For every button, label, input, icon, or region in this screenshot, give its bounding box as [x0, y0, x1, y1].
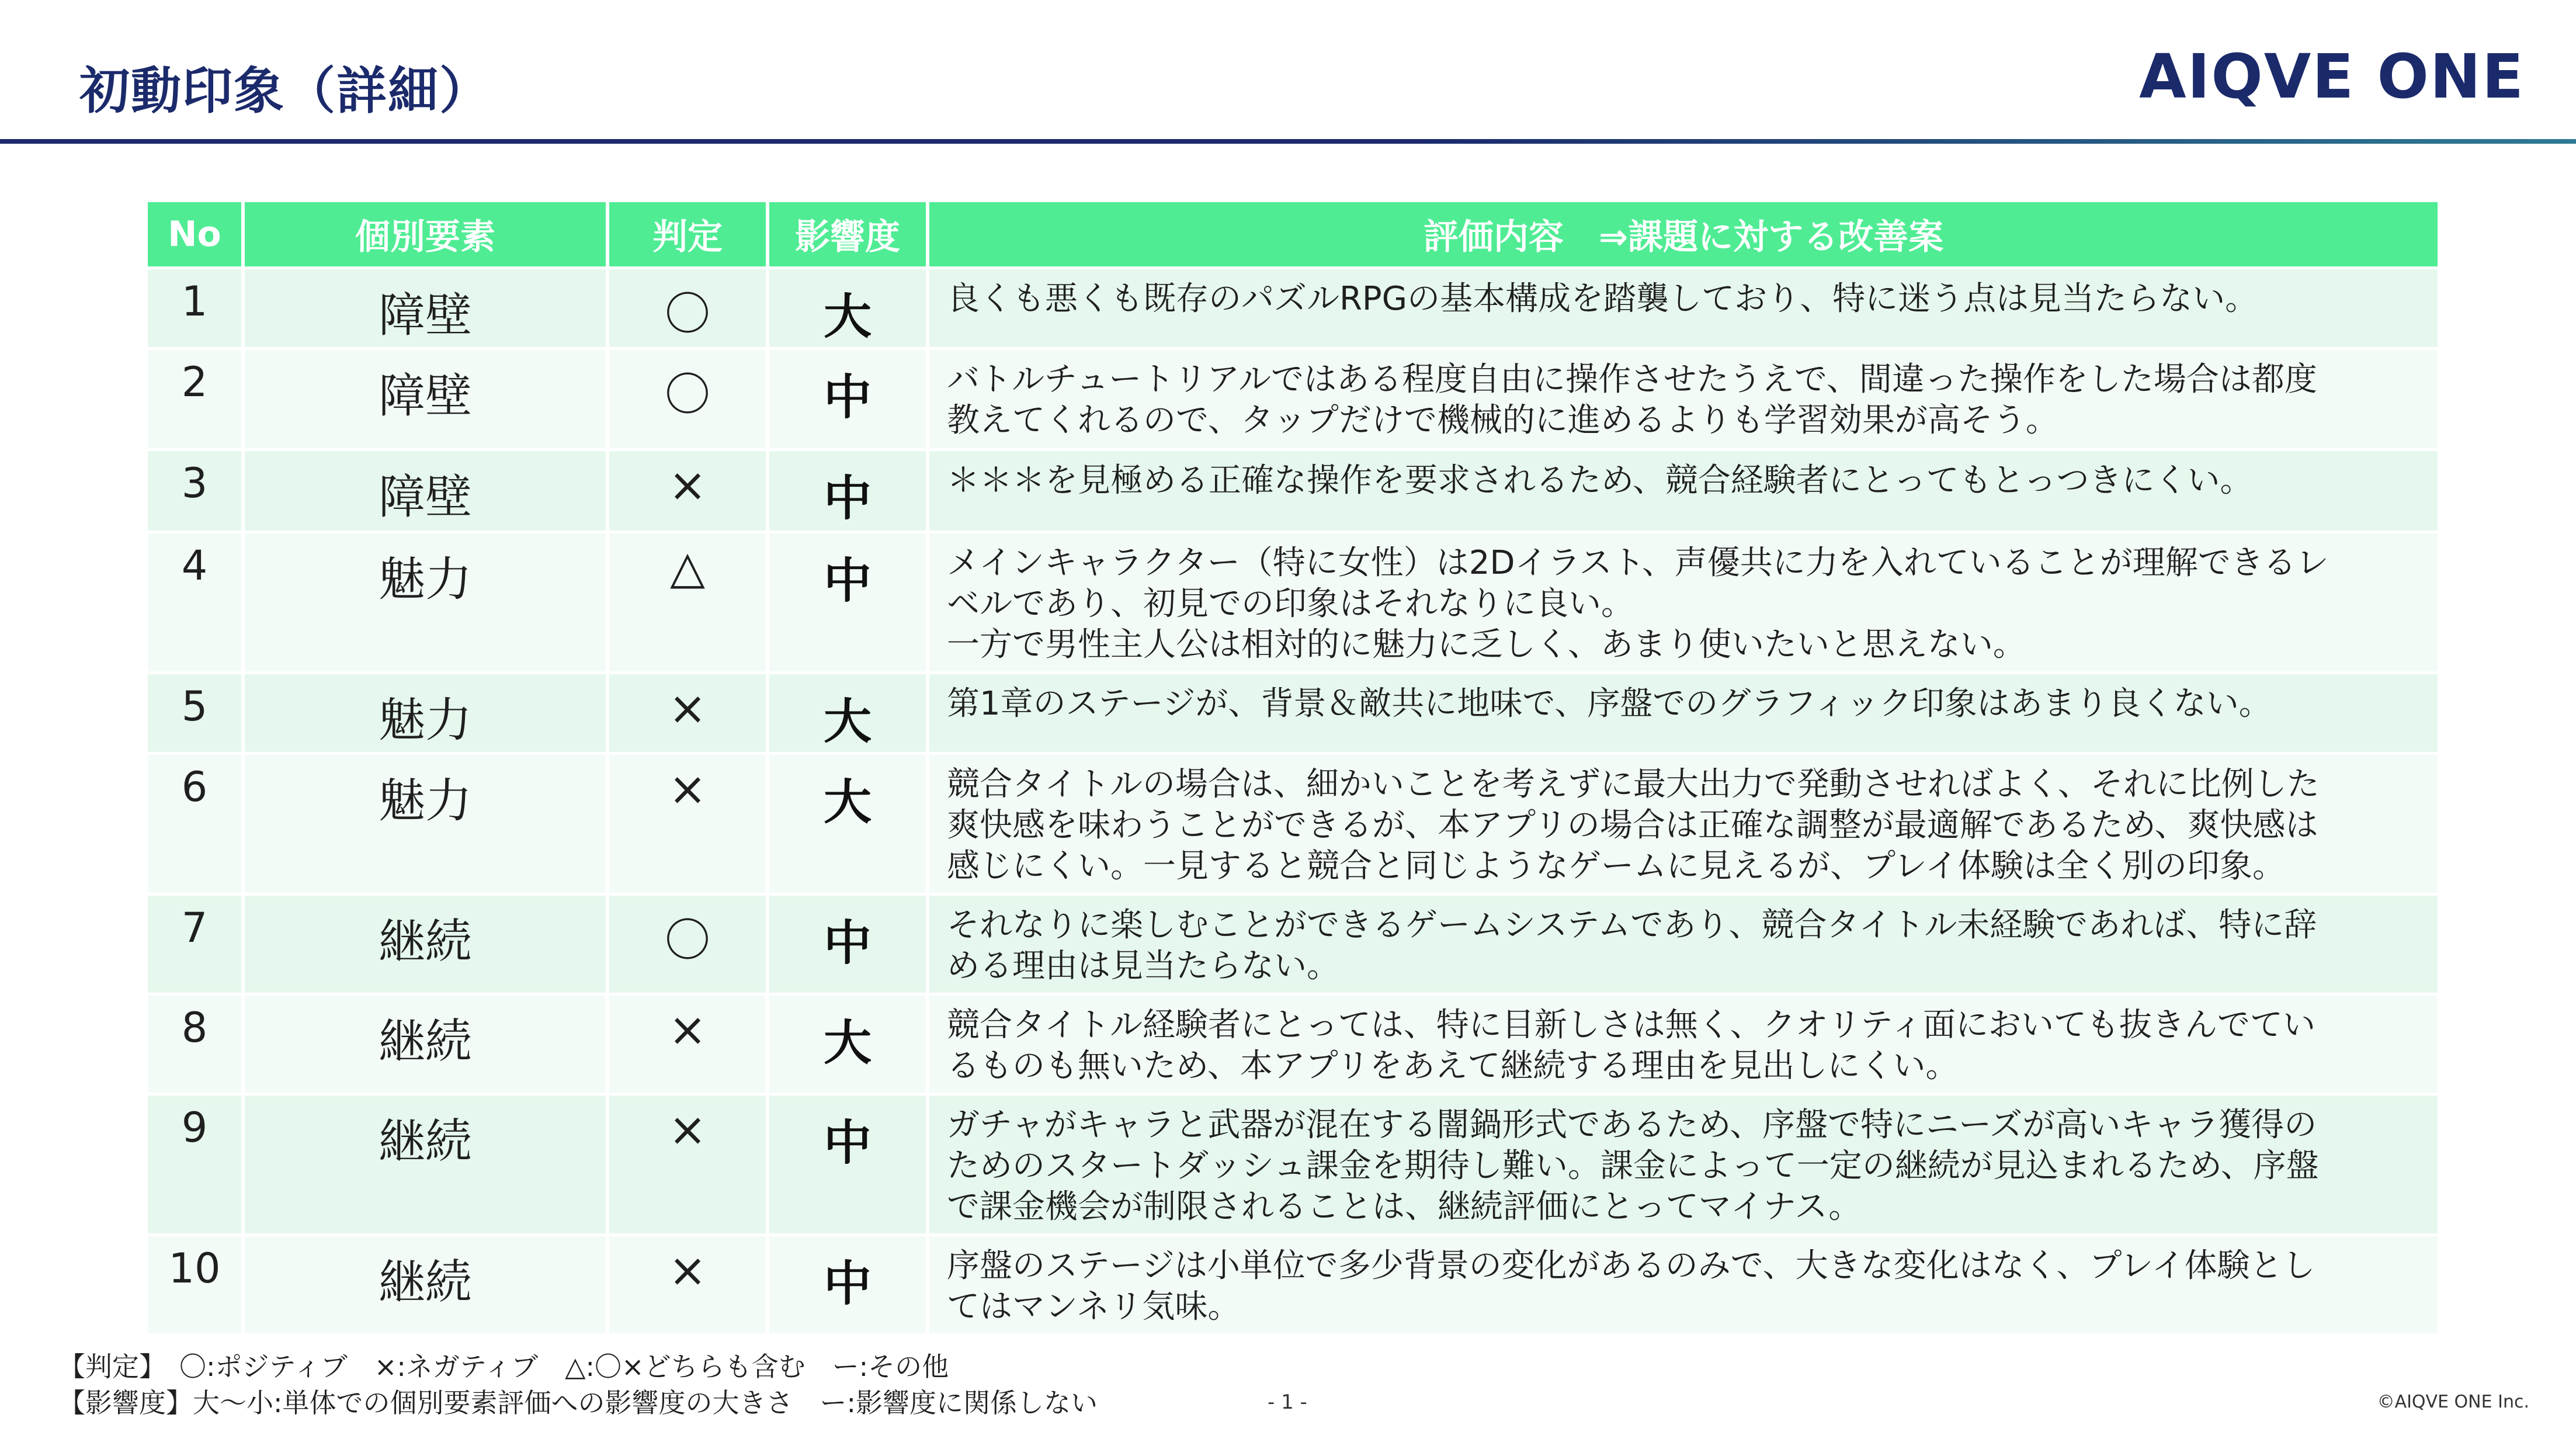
- row-element: 継続: [245, 996, 606, 1093]
- column-header-judgement: 判定: [609, 202, 766, 266]
- table-row: [148, 269, 2438, 347]
- row-impact: 中: [769, 533, 926, 671]
- table-row: [148, 755, 2438, 893]
- header-divider: [0, 139, 2576, 144]
- row-evaluation: 競合タイトルの場合は、細かいことを考えずに最大出力で発動させればよく、それに比例した 爽快感を味わうことができるが、本アプリの場合は正確な調整が最適解であるため、爽快感は 感じにくい。一見すると競合と同じようなゲームに見えるが、プレイ体験は全く別の印象。: [929, 755, 2438, 893]
- row-no: 10: [148, 1236, 241, 1333]
- row-no: 9: [148, 1096, 241, 1233]
- row-evaluation: ガチャがキャラと武器が混在する闇鍋形式であるため、序盤で特にニーズが高いキャラ獲得の ためのスタートダッシュ課金を期待し難い。課金によって一定の継続が見込まれるため、序盤 で課金機会が制限されることは、継続評価にとってマイナス。: [929, 1096, 2438, 1233]
- row-no: 7: [148, 896, 241, 993]
- table-row: [148, 896, 2438, 993]
- table-row: [148, 996, 2438, 1093]
- row-element: 継続: [245, 1096, 606, 1233]
- row-evaluation: 序盤のステージは小単位で多少背景の変化があるのみで、大きな変化はなく、プレイ体験とし てはマンネリ気味。: [929, 1236, 2438, 1333]
- row-impact: 大: [769, 674, 926, 752]
- legend-judgement: 【判定】 〇:ポジティブ ×:ネガティブ △:〇×どちらも含む ー:その他: [58, 1351, 949, 1382]
- row-no: 5: [148, 674, 241, 752]
- column-header-impact: 影響度: [769, 202, 926, 266]
- table-row: [148, 350, 2438, 448]
- row-impact: 中: [769, 896, 926, 993]
- row-judgement: ×: [609, 996, 766, 1093]
- table-row: [148, 674, 2438, 752]
- row-evaluation: 良くも悪くも既存のパズルRPGの基本構成を踏襲しており、特に迷う点は見当たらない。: [929, 269, 2438, 347]
- row-element: 障壁: [245, 451, 606, 531]
- row-impact: 大: [769, 996, 926, 1093]
- row-element: 継続: [245, 1236, 606, 1333]
- row-judgement: ×: [609, 1236, 766, 1333]
- row-evaluation: バトルチュートリアルではある程度自由に操作させたうえで、間違った操作をした場合は都度 教えてくれるので、タップだけで機械的に進めるよりも学習効果が高そう。: [929, 350, 2438, 448]
- copyright: ©AIQVE ONE Inc.: [2377, 1392, 2529, 1412]
- table-row: [148, 1236, 2438, 1333]
- row-element: 魅力: [245, 674, 606, 752]
- table-row: [148, 451, 2438, 531]
- row-judgement: 〇: [609, 896, 766, 993]
- page-number: - 1 -: [1268, 1391, 1307, 1414]
- row-impact: 中: [769, 350, 926, 448]
- column-header-no: No: [148, 202, 241, 266]
- row-element: 障壁: [245, 350, 606, 448]
- legend: [58, 1349, 1098, 1421]
- row-evaluation: それなりに楽しむことができるゲームシステムであり、競合タイトル未経験であれば、特に辞 める理由は見当たらない。: [929, 896, 2438, 993]
- row-judgement: ×: [609, 1096, 766, 1233]
- row-impact: 中: [769, 1236, 926, 1333]
- row-no: 2: [148, 350, 241, 448]
- row-judgement: 〇: [609, 350, 766, 448]
- row-impact: 大: [769, 755, 926, 893]
- row-judgement: 〇: [609, 269, 766, 347]
- evaluation-table: [144, 199, 2441, 1336]
- row-no: 6: [148, 755, 241, 893]
- row-no: 4: [148, 533, 241, 671]
- row-no: 3: [148, 451, 241, 531]
- row-judgement: ×: [609, 755, 766, 893]
- row-evaluation: メインキャラクター（特に女性）は2Dイラスト、声優共に力を入れていることが理解できるレ ベルであり、初見での印象はそれなりに良い。 一方で男性主人公は相対的に魅力に乏しく、あまり使いたいと思えない。: [929, 533, 2438, 671]
- row-judgement: △: [609, 533, 766, 671]
- row-judgement: ×: [609, 674, 766, 752]
- row-element: 障壁: [245, 269, 606, 347]
- table-header-row: [148, 202, 2438, 266]
- row-judgement: ×: [609, 451, 766, 531]
- row-no: 1: [148, 269, 241, 347]
- row-no: 8: [148, 996, 241, 1093]
- row-impact: 大: [769, 269, 926, 347]
- row-element: 継続: [245, 896, 606, 993]
- company-logo: AIQVE ONE: [2139, 41, 2525, 112]
- table-row: [148, 533, 2438, 671]
- column-header-element: 個別要素: [245, 202, 606, 266]
- row-evaluation: 競合タイトル経験者にとっては、特に目新しさは無く、クオリティ面においても抜きんでてい るものも無いため、本アプリをあえて継続する理由を見出しにくい。: [929, 996, 2438, 1093]
- column-header-evaluation: 評価内容 ⇒課題に対する改善案: [929, 202, 2438, 266]
- legend-impact: 【影響度】大～小:単体での個別要素評価への影響度の大きさ ー:影響度に関係しない: [58, 1387, 1098, 1419]
- row-element: 魅力: [245, 533, 606, 671]
- row-element: 魅力: [245, 755, 606, 893]
- table-row: [148, 1096, 2438, 1233]
- row-evaluation: ＊＊＊を見極める正確な操作を要求されるため、競合経験者にとってもとっつきにくい。: [929, 451, 2438, 531]
- row-impact: 中: [769, 451, 926, 531]
- row-impact: 中: [769, 1096, 926, 1233]
- row-evaluation: 第1章のステージが、背景＆敵共に地味で、序盤でのグラフィック印象はあまり良くない。: [929, 674, 2438, 752]
- page-title: 初動印象（詳細）: [79, 62, 491, 120]
